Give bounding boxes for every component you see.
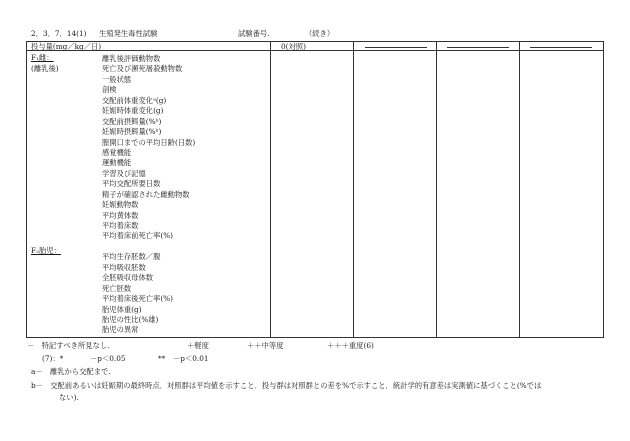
list-item: 精子が確認された雌動物数 bbox=[102, 189, 190, 199]
list-item: 交配前摂餌量(%ᵇ) bbox=[102, 116, 162, 126]
list-item: 膣開口までの平均日齢(日数) bbox=[102, 137, 196, 147]
dose-header: 投与量(mg／kg／日) bbox=[31, 42, 102, 51]
group-f1-sublabel: (離乳後) bbox=[31, 64, 59, 73]
endpoint-list bbox=[102, 54, 195, 336]
list-item: 妊娠動物数 bbox=[102, 200, 139, 210]
significance-double-asterisk: ** bbox=[158, 354, 166, 363]
document-title: 生殖発生毒性試験 bbox=[99, 29, 158, 38]
list-item: 妊娠時体重変化(g) bbox=[102, 106, 164, 116]
exam-number-label: 試験番号. bbox=[238, 29, 270, 38]
column-divider bbox=[519, 41, 520, 338]
list-item: 平均着床後死亡率(%) bbox=[102, 294, 174, 304]
list-item: 死亡及び瀕死屠殺動物数 bbox=[102, 64, 183, 74]
column-divider bbox=[436, 41, 437, 338]
column-divider bbox=[270, 41, 271, 338]
list-item: 平均黄体数 bbox=[102, 210, 139, 220]
list-item: 感覚機能 bbox=[102, 147, 132, 157]
footnote-b: b－ 交配前あるいは妊娠期の最終時点．対照群は平均値を示すこと．投与群は対照群との差を%で示すこと．統計学的有意差は実測値に基づくこと(%では bbox=[31, 381, 542, 390]
list-item: 胎児の異常 bbox=[102, 325, 139, 335]
list-item: 死亡胚数 bbox=[102, 283, 132, 293]
list-item: 胎児体重(g) bbox=[102, 304, 142, 314]
section-number: 2．3．7．14(1) bbox=[31, 29, 87, 38]
legend-none: － 特記すべき所見なし. bbox=[27, 341, 110, 350]
list-item: 剖検 bbox=[102, 85, 117, 95]
column-divider bbox=[353, 41, 354, 338]
legend-severe: ＋＋＋重度(6) bbox=[327, 341, 374, 350]
list-item: 胎児の性比(%雄) bbox=[102, 314, 159, 324]
group-f1-label: F₁雌： bbox=[31, 53, 54, 62]
footnote-a: a－ 離乳から交配まで. bbox=[31, 367, 111, 376]
footnote-b-continued: ない). bbox=[59, 393, 79, 402]
list-item: 学習及び記憶 bbox=[102, 168, 146, 178]
header-row-divider bbox=[26, 50, 604, 51]
spacer-row bbox=[102, 242, 195, 252]
list-item: 交配前体重変化ᵃ(g) bbox=[102, 95, 167, 105]
list-item: 平均着床前死亡率(%) bbox=[102, 231, 174, 241]
list-item: 全胚吸収母体数 bbox=[102, 273, 154, 283]
control-dose-header: 0(対照) bbox=[281, 42, 306, 51]
significance-prefix: (7)：* bbox=[42, 354, 64, 363]
list-item: 平均吸収胚数 bbox=[102, 262, 146, 272]
list-item: 平均交配所要日数 bbox=[102, 179, 161, 189]
dose-blank-line bbox=[530, 47, 592, 48]
list-item: 一般状態 bbox=[102, 74, 132, 84]
significance-p01: －p＜0.01 bbox=[173, 354, 209, 363]
legend-mild: ＋軽度 bbox=[187, 341, 209, 350]
list-item: 平均着床数 bbox=[102, 221, 139, 230]
dose-blank-line bbox=[365, 47, 427, 48]
list-item: 運動機能 bbox=[102, 158, 132, 168]
dose-blank-line bbox=[447, 47, 509, 48]
legend-moderate: ＋＋中等度 bbox=[247, 341, 284, 350]
list-item: 平均生存胚数／腹 bbox=[102, 252, 161, 262]
group-f2-label: F₂胎児： bbox=[31, 246, 61, 255]
continued-label: （続き） bbox=[305, 29, 335, 38]
significance-p05: －p＜0.05 bbox=[90, 354, 126, 363]
list-item: 離乳後評価動物数 bbox=[102, 54, 161, 63]
list-item: 妊娠時摂餌量(%ᵇ) bbox=[102, 127, 162, 137]
